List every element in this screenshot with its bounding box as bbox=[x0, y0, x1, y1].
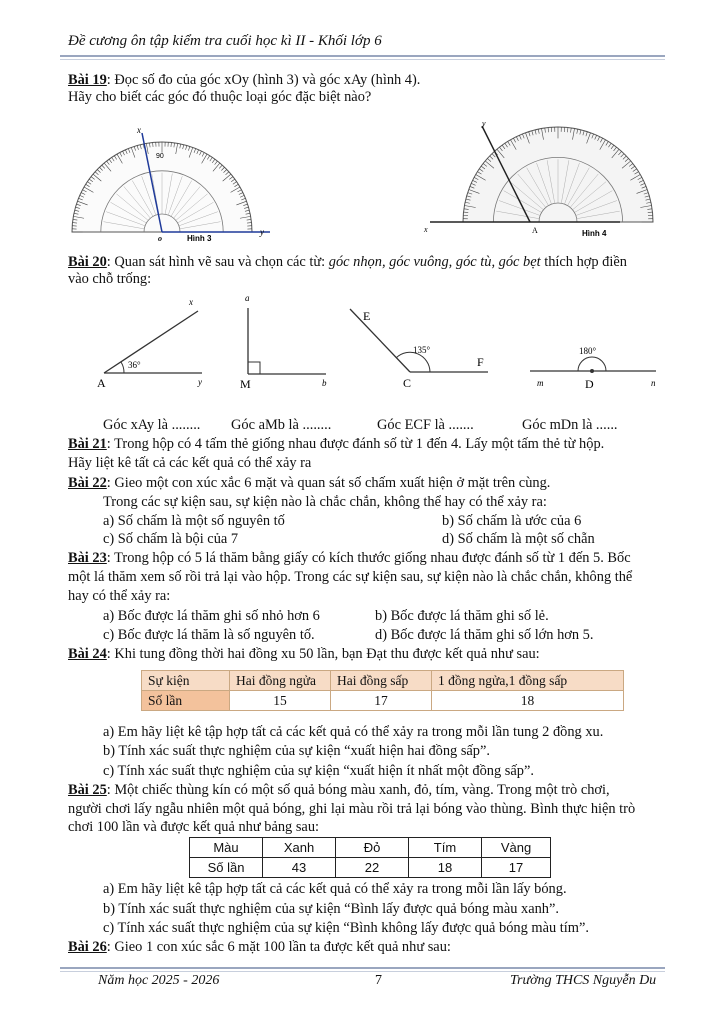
b23-line1: Bài 23: Trong hộp có 5 lá thăm bằng giấy có kích thước giống nhau được đánh số từ 1 đến 5. Bốc bbox=[68, 550, 631, 566]
svg-text:D: D bbox=[585, 377, 594, 391]
table-row: Màu Xanh Đỏ Tím Vàng bbox=[190, 838, 551, 858]
footer-year: Năm học 2025 - 2026 bbox=[98, 973, 220, 988]
b24-line1: Bài 24: Khi tung đồng thời hai đồng xu 50 lần, bạn Đạt thu được kết quả như sau: bbox=[68, 646, 540, 662]
figure-angles bbox=[90, 290, 690, 400]
footer-page-number: 7 bbox=[375, 973, 382, 988]
b22-opt-d: d) Số chấm là một số chẵn bbox=[442, 531, 595, 547]
fig3-label-y: y bbox=[260, 227, 264, 237]
b19-line1: Bài 19: Đọc số đo của góc xOy (hình 3) và góc xAy (hình 4). bbox=[68, 72, 421, 88]
angle-aMb bbox=[240, 293, 327, 391]
figure-4-protractor bbox=[420, 118, 640, 238]
page-header-title: Đề cương ôn tập kiểm tra cuối học kì II - Khối lớp 6 bbox=[68, 33, 382, 49]
b20-blank-ECF: Góc ECF là ....... bbox=[377, 417, 474, 433]
svg-text:y: y bbox=[198, 377, 202, 387]
b23-opt-d: d) Bốc được lá thăm ghi số lớn hơn 5. bbox=[375, 627, 594, 643]
b23-line2: một lá thăm xem số rồi trả lại vào hộp. Trong các sự kiện sau, sự kiện nào là chắc chắn, không thể bbox=[68, 569, 633, 585]
b22-opt-b: b) Số chấm là ước của 6 bbox=[442, 513, 582, 529]
b25-line1: Bài 25: Một chiếc thùng kín có một số quả bóng màu xanh, đỏ, tím, vàng. Trong một trò chơi, bbox=[68, 782, 610, 798]
angle-ECF bbox=[350, 309, 488, 390]
b25-opt-b: b) Tính xác suất thực nghiệm của sự kiện “Bình lấy được quả bóng màu xanh”. bbox=[103, 901, 559, 917]
svg-text:b: b bbox=[322, 378, 327, 388]
b25-line3: chơi 100 lần và được kết quả như bảng sau: bbox=[68, 819, 320, 835]
b23-opt-c: c) Bốc được lá thăm là số nguyên tố. bbox=[103, 627, 315, 643]
b20-number: Bài 20 bbox=[68, 254, 107, 270]
b25-line2: người chơi lấy ngẫu nhiên một quả bóng, ghi lại màu rồi trả lại bóng vào thùng. Bình thực hiện trò bbox=[68, 801, 636, 817]
b22-line2: Trong các sự kiện sau, sự kiện nào là chắc chắn, không thể hay có thể xảy ra: bbox=[103, 494, 547, 510]
header-rule-thin bbox=[60, 59, 665, 60]
b21-line2: Hãy liệt kê tất cả các kết quả có thể xảy ra bbox=[68, 455, 312, 471]
svg-text:180°: 180° bbox=[579, 346, 597, 356]
fig3-label-x: x bbox=[137, 125, 141, 135]
b25-opt-c: c) Tính xác suất thực nghiệm của sự kiện “Bình không lấy được quả bóng màu tím”. bbox=[103, 920, 589, 936]
footer-rule-thin bbox=[60, 971, 665, 972]
b19-line2: Hãy cho biết các góc đó thuộc loại góc đặc biệt nào? bbox=[68, 89, 372, 105]
b24-opt-b: b) Tính xác suất thực nghiệm của sự kiện “xuất hiện hai đồng sấp”. bbox=[103, 743, 490, 759]
fig3-caption: Hình 3 bbox=[187, 234, 212, 243]
svg-text:M: M bbox=[240, 377, 251, 391]
svg-text:E: E bbox=[363, 309, 371, 323]
figure-3-protractor bbox=[82, 125, 282, 245]
svg-text:F: F bbox=[477, 355, 484, 369]
header-rule bbox=[60, 55, 665, 57]
b23-line3: hay có thể xảy ra: bbox=[68, 588, 171, 604]
b20-blank-aMb: Góc aMb là ........ bbox=[231, 417, 332, 433]
b20-line1: Bài 20: Quan sát hình vẽ sau và chọn các từ: góc nhọn, góc vuông, góc tù, góc bẹt thích hợp điền bbox=[68, 254, 627, 270]
fig4-label-a: A bbox=[532, 226, 538, 235]
b22-opt-a: a) Số chấm là một số nguyên tố bbox=[103, 513, 285, 529]
b20-blank-mDn: Góc mDn là ...... bbox=[522, 417, 618, 433]
b25-opt-a: a) Em hãy liệt kê tập hợp tất cả các kết quả có thể xảy ra trong mỗi lần lấy bóng. bbox=[103, 881, 567, 897]
b22-line1: Bài 22: Gieo một con xúc xắc 6 mặt và quan sát số chấm xuất hiện ở mặt trên cùng. bbox=[68, 475, 551, 491]
b24-opt-a: a) Em hãy liệt kê tập hợp tất cả các kết quả có thể xảy ra trong mỗi lần tung 2 đồng xu. bbox=[103, 724, 604, 740]
b23-opt-a: a) Bốc được lá thăm ghi số nhỏ hơn 6 bbox=[103, 608, 320, 624]
svg-text:n: n bbox=[651, 378, 656, 388]
footer-rule bbox=[60, 967, 665, 969]
fig4-label-y: y bbox=[482, 119, 486, 128]
b26-line1: Bài 26: Gieo 1 con xúc sắc 6 mặt 100 lần ta được kết quả như sau: bbox=[68, 939, 451, 955]
b20-blank-xAy: Góc xAy là ........ bbox=[103, 417, 201, 433]
fig3-label-o: o bbox=[158, 234, 162, 243]
angle-mDn bbox=[530, 346, 656, 391]
svg-text:C: C bbox=[403, 376, 412, 390]
svg-text:135°: 135° bbox=[413, 345, 431, 355]
b23-opt-b: b) Bốc được lá thăm ghi số lẻ. bbox=[375, 608, 549, 624]
fig3-mark-90: 90 bbox=[156, 153, 164, 160]
fig4-caption: Hình 4 bbox=[582, 229, 607, 238]
table-row: Sự kiện Hai đồng ngửa Hai đồng sấp 1 đồng ngửa,1 đồng sấp bbox=[142, 671, 624, 691]
b20-line2: vào chỗ trống: bbox=[68, 271, 152, 287]
footer-school: Trường THCS Nguyễn Du bbox=[510, 973, 657, 988]
b24-opt-c: c) Tính xác suất thực nghiệm của sự kiện “xuất hiện ít nhất một đồng sấp”. bbox=[103, 763, 534, 779]
svg-text:A: A bbox=[97, 376, 106, 390]
b25-table bbox=[189, 837, 551, 878]
svg-text:a: a bbox=[245, 293, 250, 303]
b24-table bbox=[141, 670, 624, 711]
fig4-label-x: x bbox=[424, 225, 428, 234]
angle-xAy bbox=[97, 297, 202, 390]
table-row: Số lần 43 22 18 17 bbox=[190, 858, 551, 878]
table-row: Số lần 15 17 18 bbox=[142, 691, 624, 711]
b19-number: Bài 19 bbox=[68, 72, 107, 88]
svg-text:m: m bbox=[537, 378, 544, 388]
svg-text:x: x bbox=[189, 297, 193, 307]
b21-line1: Bài 21: Trong hộp có 4 tấm thẻ giống nhau được đánh số từ 1 đến 4. Lấy một tấm thẻ từ hộp. bbox=[68, 436, 605, 452]
svg-text:36°: 36° bbox=[128, 360, 141, 370]
b22-opt-c: c) Số chấm là bội của 7 bbox=[103, 531, 239, 547]
